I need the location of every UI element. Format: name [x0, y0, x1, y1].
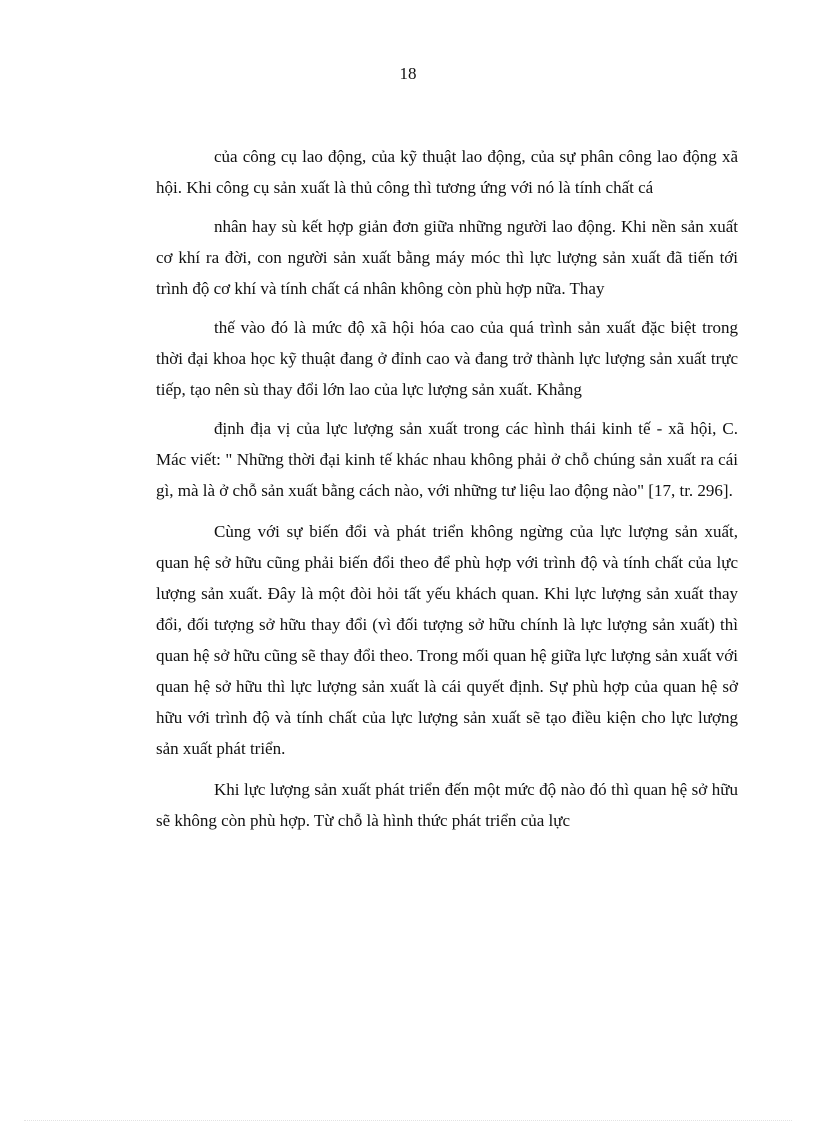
page-number: 18: [399, 64, 417, 83]
paragraph-4: định địa vị của lực lượng sản xuất trong các hình thái kinh tế - xã hội, C. Mác viết: " Những thời đại kinh tế khác nhau không phải ở chỗ chúng sản xuất ra cái gì, mà là ở chỗ sản xuất bằng cách nào, với những tư liệu lao động nào" [17, tr. 296].: [156, 419, 738, 500]
paragraph-1: của công cụ lao động, của kỹ thuật lao động, của sự phân công lao động xã hội. Khi công cụ sản xuất là thủ công thì tương ứng với nó là tính chất cá: [156, 147, 738, 197]
page-bottom-divider: [24, 1120, 792, 1121]
paragraph-5: Cùng với sự biến đổi và phát triển không ngừng của lực lượng sản xuất, quan hệ sở hữu cũng phải biến đổi theo để phù hợp với trình độ và tính chất của lực lượng sản xuất. Đây là một đòi hỏi tất yếu khách quan. Khi lực lượng sản xuất thay đổi, đối tượng sở hữu thay đổi (vì đối tượng sở hữu chính là lực lượng sản xuất) thì quan hệ sở hữu cũng sẽ thay đổi theo. Trong mối quan hệ giữa lực lượng sản xuất với quan hệ sở hữu thì lực lượng sản xuất là cái quyết định. Sự phù hợp của quan hệ sở hữu với trình độ và tính chất của lực lượng sản xuất sẽ tạo điều kiện cho lực lượng sản xuất phát triển.: [156, 522, 738, 758]
document-body: [156, 141, 738, 836]
paragraph-3: thế vào đó là mức độ xã hội hóa cao của quá trình sản xuất đặc biệt trong thời đại khoa học kỹ thuật đang ở đỉnh cao và đang trở thành lực lượng sản xuất trực tiếp, tạo nên sù thay đổi lớn lao của lực lượng sản xuất. Khẳng: [156, 318, 738, 399]
paragraph-2: nhân hay sù kết hợp giản đơn giữa những người lao động. Khi nền sản xuất cơ khí ra đời, con người sản xuất bằng máy móc thì lực lượng sản xuất đã tiến tới trình độ cơ khí và tính chất cá nhân không còn phù hợp nữa. Thay: [156, 217, 738, 298]
paragraph-6: Khi lực lượng sản xuất phát triển đến một mức độ nào đó thì quan hệ sở hữu sẽ không còn phù hợp. Từ chỗ là hình thức phát triển của lực: [156, 780, 738, 830]
